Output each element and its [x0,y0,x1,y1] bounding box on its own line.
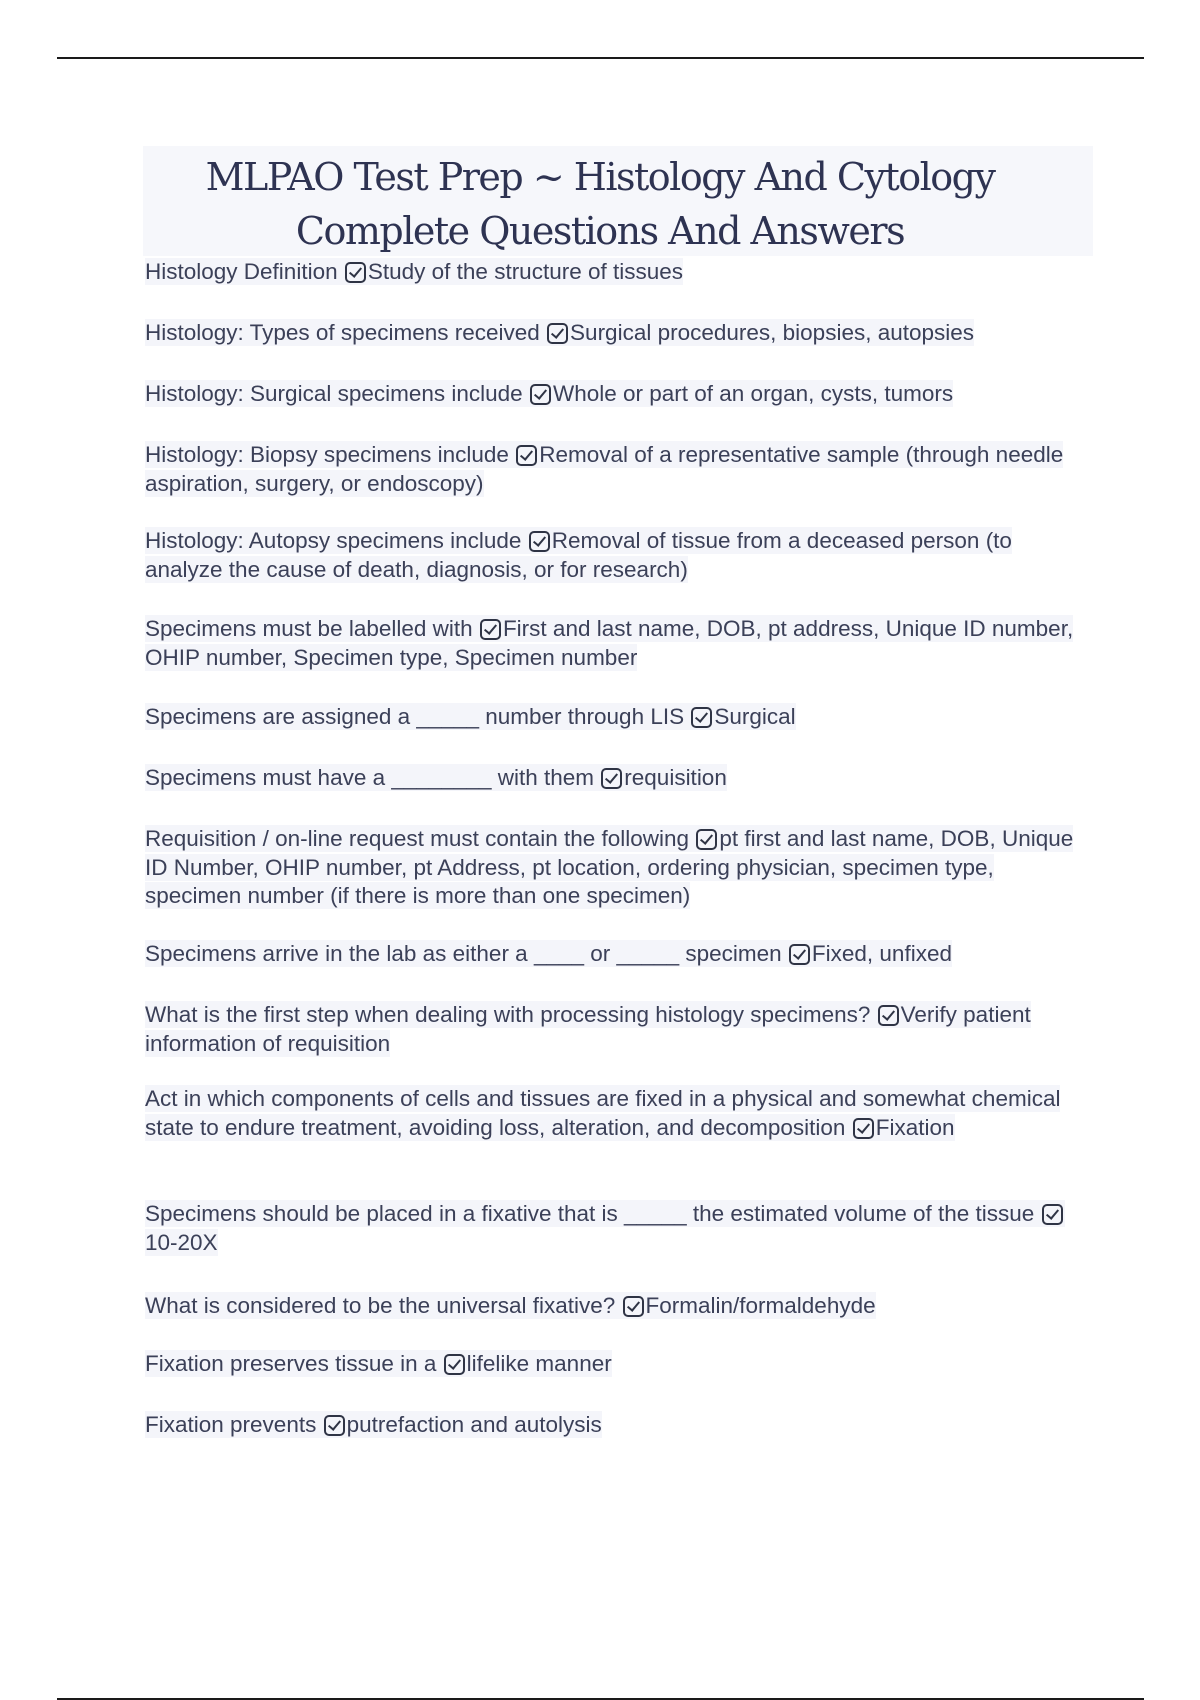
document-title-line-2: Complete Questions And Answers [295,209,905,253]
qa-item [145,441,1095,498]
question-text: Specimens should be placed in a fixative that is _____ the estimated volume of the tissue [145,1201,1035,1226]
question-text: Specimens must be labelled with [145,616,473,641]
checkbox-icon [623,1296,644,1317]
question-text: Histology: Surgical specimens include [145,381,523,406]
question-text: Fixation preserves tissue in a [145,1351,437,1376]
question-text: Specimens are assigned a _____ number through LIS [145,704,685,729]
answer-text: requisition [624,765,727,790]
question-text: Fixation prevents [145,1412,317,1437]
question-text: Specimens must have a ________ with them [145,765,595,790]
qa-item [145,703,1095,732]
answer-text: Study of the structure of tissues [367,259,684,284]
question-text: Histology: Types of specimens received [145,320,540,345]
question-text: What is the first step when dealing with processing histology specimens? [145,1002,871,1027]
checkbox-icon [480,619,501,640]
checkbox-icon [601,768,622,789]
question-text: Specimens arrive in the lab as either a ____ or _____ specimen [145,941,782,966]
question-text: What is considered to be the universal fixative? [145,1293,616,1318]
checkbox-icon [853,1118,874,1139]
qa-item [145,764,1095,793]
qa-item [145,1292,1095,1321]
checkbox-icon [789,944,810,965]
qa-item [145,1200,1095,1257]
answer-text: Fixation [875,1114,955,1140]
answer-text: Formalin/formaldehyde [645,1293,876,1318]
qa-item [145,1085,1095,1142]
qa-item [145,940,1095,969]
answer-text: Removal of tissue from a deceased person (to analyze the cause of death, diagnosis, or for research) [145,528,1012,582]
document-title-line-1: MLPAO Test Prep ~ Histology And Cytology [205,155,995,199]
question-text: Histology: Autopsy specimens include [145,528,522,553]
question-text: Act in which components of cells and tissues are fixed in a physical and somewhat chemical state to endure treatment, avoiding loss, alteration, and decomposition [145,1086,1061,1140]
answer-text: Surgical procedures, biopsies, autopsies [570,320,975,345]
qa-item [145,1411,1095,1440]
checkbox-icon [530,384,551,405]
top-rule [57,57,1144,59]
qa-item [145,380,1095,409]
question-text: Histology Definition [145,259,338,284]
answer-text: Verify patient information of requisition [145,1002,1031,1056]
question-text: Requisition / on-line request must contain the following [145,826,690,851]
qa-item [145,319,1095,348]
qa-item [145,1350,1095,1379]
qa-item [145,527,1095,584]
answer-text: putrefaction and autolysis [346,1412,602,1437]
checkbox-icon [444,1354,465,1375]
checkbox-icon [1042,1204,1063,1225]
qa-item [145,1001,1095,1058]
qa-item [145,615,1095,672]
checkbox-icon [529,531,550,552]
answer-text: Removal of a representative sample (through needle aspiration, surgery, or endoscopy) [145,442,1064,496]
qa-item [145,825,1095,911]
answer-text: Fixed, unfixed [811,941,952,966]
answer-text: Whole or part of an organ, cysts, tumors [552,381,954,406]
question-text: Histology: Biopsy specimens include [145,442,509,467]
answer-text: 10-20X [145,1229,218,1255]
answer-text: Surgical [714,704,796,729]
checkbox-icon [345,262,366,283]
qa-item [145,258,1095,287]
checkbox-icon [691,707,712,728]
answer-text: First and last name, DOB, pt address, Unique ID number, OHIP number, Specimen type, Specimen number [145,616,1074,670]
checkbox-icon [878,1005,899,1026]
checkbox-icon [516,445,537,466]
answer-text: pt first and last name, DOB, Unique ID Number, OHIP number, pt Address, pt location, ordering physician, specimen type, specimen number (if there is more than one specimen) [145,826,1074,908]
checkbox-icon [547,323,568,344]
checkbox-icon [696,829,717,850]
checkbox-icon [324,1415,345,1436]
answer-text: lifelike manner [466,1351,612,1376]
